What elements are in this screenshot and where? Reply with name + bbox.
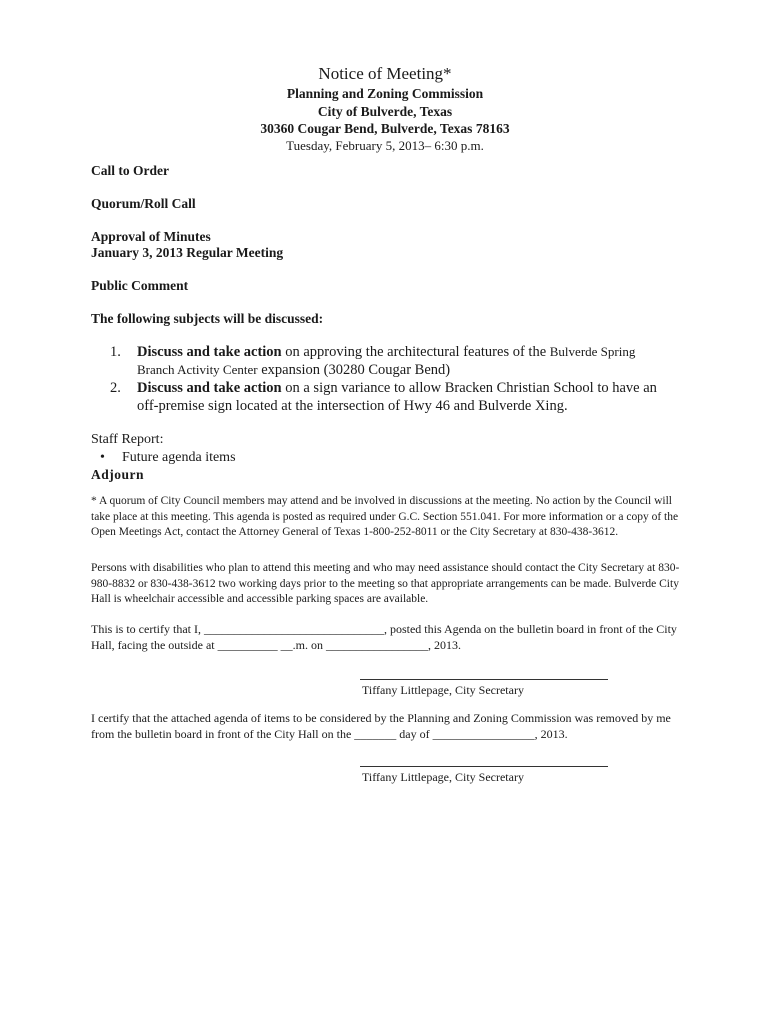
signature-name: Tiffany Littlepage, City Secretary [362,770,524,784]
agenda-item-text-end: expansion (30280 Cougar Bend) [257,362,451,378]
staff-report-item-text: Future agenda items [122,450,236,465]
signature-line [360,766,608,767]
bullet-icon: • [100,450,105,465]
city-name: City of Bulverde, Texas [317,104,453,119]
agenda-item [110,379,670,415]
quorum-heading: Quorum/Roll Call [91,196,196,211]
agenda-item-number: 2. [110,380,121,396]
agenda-item-facility: Bulverde Spring Branch Activity Center [137,344,636,377]
agenda-list [110,343,670,415]
agenda-item-action: Discuss and take action [137,344,282,360]
disability-note: Persons with disabilities who plan to attend this meeting and who may need assistance should contact the City Secretary at 830-980-8832 or 830-438-3612 two working days prior to the meeting so that appropriate arrangements can be made. Bulverde City Hall is wheelchair accessible and accessible parking spaces are available. [91,562,680,605]
meeting-address: 30360 Cougar Bend, Bulverde, Texas 78163 [260,121,510,136]
agenda-item-number: 1. [110,344,121,360]
approval-detail: January 3, 2013 Regular Meeting [91,245,284,260]
signature-line [360,679,608,680]
call-to-order-heading: Call to Order [91,163,169,178]
approval-heading: Approval of Minutes [91,229,211,244]
agenda-item-text: on approving the architectural features of the [281,344,550,360]
staff-report-label: Staff Report: [91,432,164,447]
adjourn-heading: Adjourn [91,467,145,482]
agenda-item [110,343,670,379]
quorum-note: * A quorum of City Council members may attend and be involved in discussions at the meeting. No action by the Council will take place at this meeting. This agenda is posted as required under G.C. Section 551.041. For more information or a copy of the Open Meetings Act, contact the Attorney General of Texas 1-800-252-8011 or the City Secretary at 830-438-3612. [91,495,679,538]
commission-name: Planning and Zoning Commission [286,86,484,101]
staff-report-item [100,450,236,466]
subjects-intro: The following subjects will be discussed: [91,311,324,326]
agenda-item-action: Discuss and take action [137,380,282,396]
public-comment-heading: Public Comment [91,278,189,293]
agenda-item-text: on a sign variance to allow Bracken Christian School to have an off-premise sign located at the intersection of Hwy 46 and Bulverde Xing. [137,380,657,414]
certify-posted-text: This is to certify that I, ______________________________, posted this Agenda on the bulletin board in front of the City Hall, facing the outside at __________ __.m. on _________________, 2013. [91,622,677,652]
meeting-datetime: Tuesday, February 5, 2013– 6:30 p.m. [286,138,484,153]
certify-removed-text: I certify that the attached agenda of items to be considered by the Planning and Zoning Commission was removed by me from the bulletin board in front of the City Hall on the _______ day of _________________, 2013. [91,711,671,741]
signature-name: Tiffany Littlepage, City Secretary [362,683,524,697]
notice-title: Notice of Meeting* [318,64,452,83]
